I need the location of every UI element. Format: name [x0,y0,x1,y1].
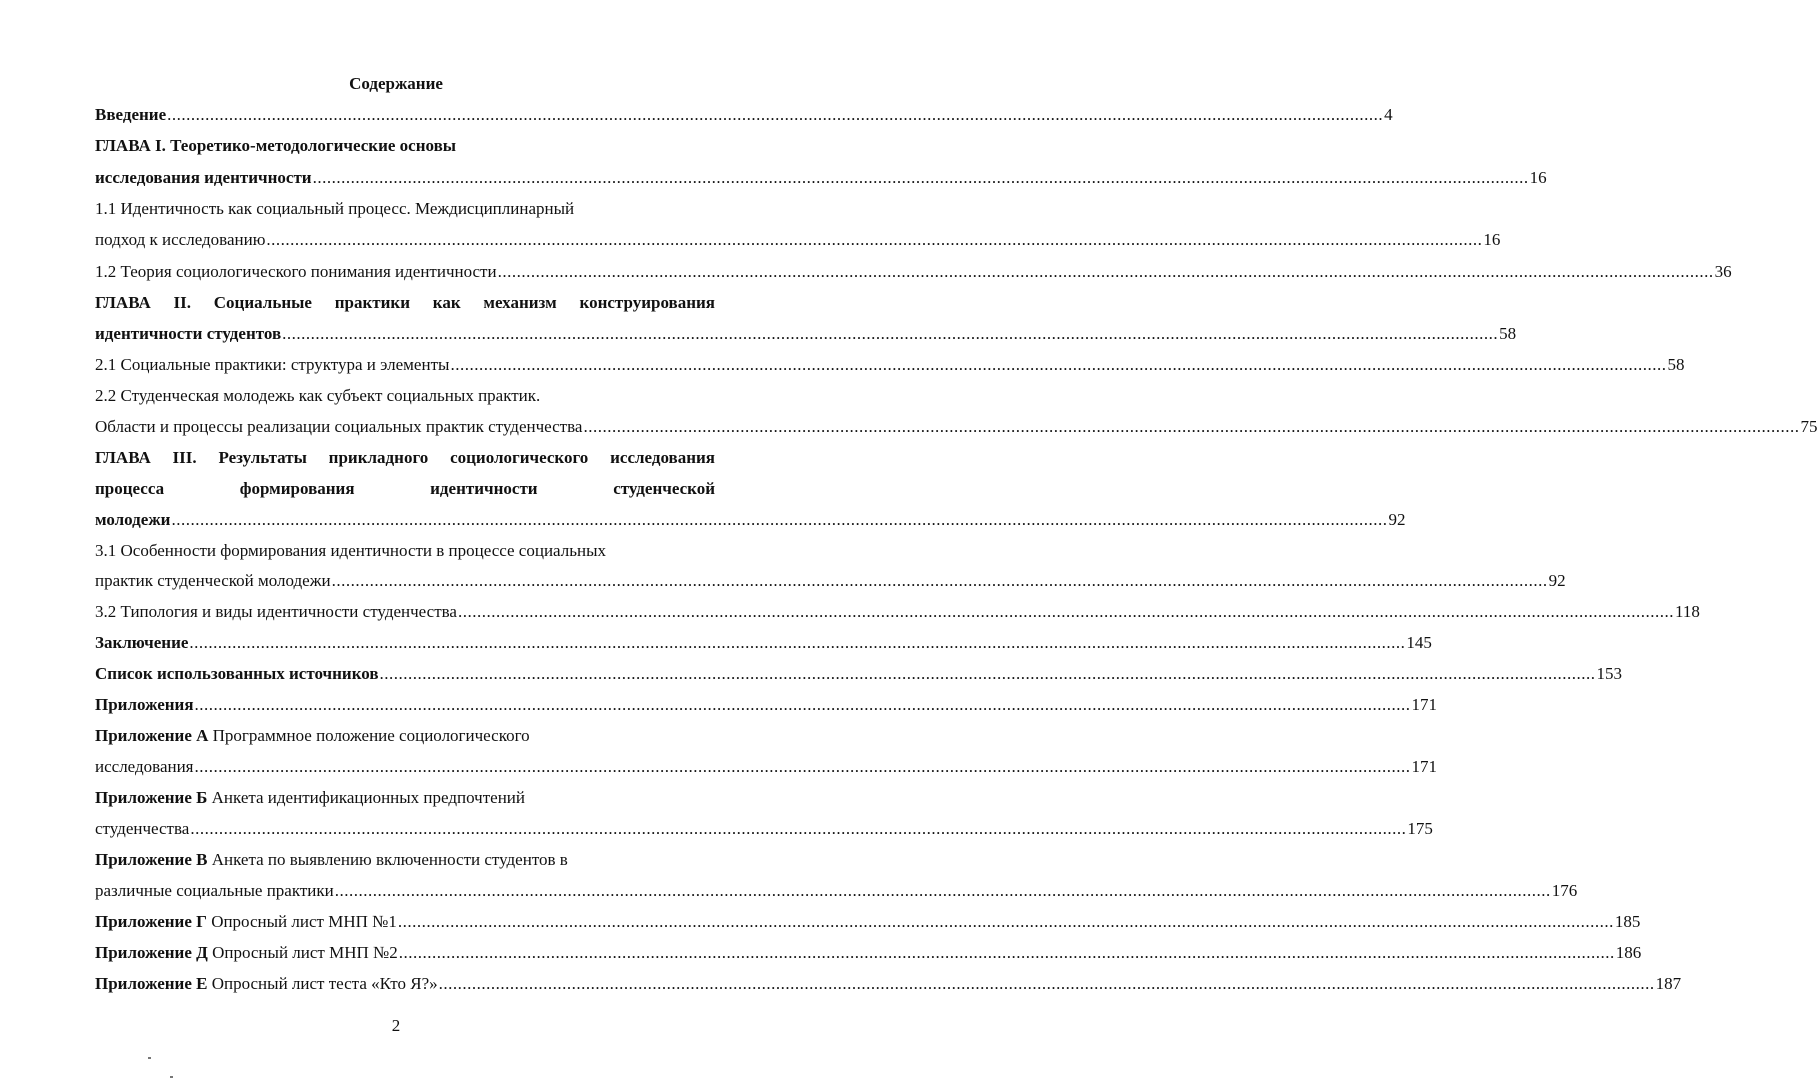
toc-page-number: 176 [1551,881,1578,900]
toc-page-number: 118 [1674,602,1700,621]
toc-page-number: 171 [1411,695,1438,714]
dot-leader: ................................................................................................................................................................................................................................................................ [398,943,1615,962]
toc-entry-title [95,570,331,592]
toc-entry[interactable] [95,229,1501,251]
toc-page-number: 16 [1483,230,1501,249]
toc-entry-title [95,323,281,345]
toc-entry-bold: молодежи [95,510,171,529]
toc-entry-bold: Приложение Д [95,943,208,962]
dot-leader: ................................................................................................................................................................................................................................................................ [497,262,1714,281]
toc-entry-title [95,725,530,747]
toc-entry-text: исследования [95,757,194,776]
toc-entry[interactable] [95,818,1433,840]
toc-entry[interactable] [95,787,715,809]
toc-entry-title [95,942,398,964]
toc-entry-bold: Приложение В [95,850,208,869]
toc-entry-text: 3.1 Особенности формирования идентичности в процессе социальных [95,541,606,560]
toc-entry-text: Опросный лист МНП №1 [206,912,397,931]
page-number: 2 [391,1016,401,1035]
toc-entry-text: Области и процессы реализации социальных практик студенчества [95,417,583,436]
toc-entry-text: 1.2 Теория социологического понимания идентичности [95,262,497,281]
toc-page-number: 92 [1388,510,1406,529]
toc-entry[interactable] [95,725,715,747]
dot-leader: ................................................................................................................................................................................................................................................................ [331,571,1548,590]
toc-entry-text: практик студенческой молодежи [95,571,331,590]
toc-entry[interactable] [95,509,1406,531]
dot-leader: ................................................................................................................................................................................................................................................................ [189,633,1406,652]
toc-entry[interactable] [95,198,715,220]
toc-entry[interactable] [95,261,1732,283]
toc-entry-title [95,540,606,562]
toc-entry-bold: Введение [95,105,167,124]
dot-leader: ................................................................................................................................................................................................................................................................ [171,510,1388,529]
toc-entry[interactable] [95,911,1641,933]
toc-page-number: 58 [1667,355,1685,374]
toc-entry-text: Анкета по выявлению включенности студентов в [207,850,568,869]
toc-entry-title [95,911,397,933]
toc-entry[interactable] [95,167,1547,189]
scan-speck [148,1057,151,1059]
toc-entry-title [95,663,379,685]
toc-word: формирования [239,479,355,498]
toc-entry-text: Анкета идентификационных предпочтений [207,788,525,807]
dot-leader: ................................................................................................................................................................................................................................................................ [334,881,1551,900]
toc-entry-title [95,694,194,716]
toc-entry-bold: Список использованных источников [95,664,379,683]
toc-entry-text: 3.2 Типология и виды идентичности студенчества [95,602,457,621]
toc-page-number: 145 [1406,633,1432,652]
toc-entry-title [95,385,540,407]
dot-leader: ................................................................................................................................................................................................................................................................ [282,324,1499,343]
toc-entry[interactable] [95,880,1578,902]
dot-leader: ................................................................................................................................................................................................................................................................ [167,105,1384,124]
toc-entry-bold: идентичности студентов [95,324,282,343]
toc-entry[interactable] [95,385,715,407]
toc-entry-title [95,229,265,251]
toc-entry-bold: Заключение [95,633,189,652]
toc-entry-title [95,818,189,840]
dot-leader: ................................................................................................................................................................................................................................................................ [583,417,1800,436]
dot-leader: ................................................................................................................................................................................................................................................................ [450,355,1667,374]
toc-entry-title [95,135,456,157]
toc-page-number: 153 [1596,664,1623,683]
toc-entry[interactable] [95,570,1566,592]
toc-entry-title [95,632,188,654]
dot-leader: ................................................................................................................................................................................................................................................................ [194,757,1411,776]
toc-entry[interactable] [95,601,1700,623]
toc-entry[interactable]: ГЛАВА II. Социальные практики как механизм конструирования [95,293,715,312]
toc-word: процесса [95,479,165,498]
toc-page-number: 175 [1407,819,1433,838]
scan-speck [170,1076,173,1078]
toc-entry[interactable] [95,323,1517,345]
toc-page-number: 36 [1714,262,1732,281]
dot-leader: ................................................................................................................................................................................................................................................................ [397,912,1614,931]
toc-entry[interactable] [95,849,715,871]
toc-entry[interactable] [95,632,1432,654]
toc-entry-text: 2.1 Социальные практики: структура и элементы [95,355,450,374]
toc-entry-bold: Приложение Е [95,974,208,993]
toc-entry-bold: Приложения [95,695,194,714]
toc-entry-title [95,601,457,623]
toc-entry-title [95,104,166,126]
toc-entry-title [95,198,574,220]
toc-page-number: 171 [1411,757,1438,776]
toc-entry[interactable] [95,540,715,562]
toc-page-number: 92 [1548,571,1566,590]
toc-entry-text: Программное положение социологического [208,726,530,745]
dot-leader: ................................................................................................................................................................................................................................................................ [194,695,1411,714]
toc-entry-title [95,167,312,189]
toc-entry-title [95,849,568,871]
toc-entry[interactable] [95,104,1393,126]
toc-entry-bold: Приложение А [95,726,209,745]
toc-entry-title [95,973,438,995]
toc-page-number: 186 [1615,943,1642,962]
dot-leader: ................................................................................................................................................................................................................................................................ [190,819,1407,838]
toc-entry-text: Опросный лист МНП №2 [207,943,398,962]
toc-entry-text: студенчества [95,819,190,838]
toc-entry-text: Опросный лист теста «Кто Я?» [207,974,438,993]
toc-entry-title [95,787,525,809]
toc-entry-bold: ГЛАВА I. Теоретико-методологические основы [95,136,457,155]
toc-page-number: 4 [1384,105,1393,124]
toc-entry[interactable] [95,416,1817,438]
toc-entry-title [95,416,582,438]
toc-entry[interactable] [95,663,1623,685]
toc-entry[interactable] [95,973,1682,995]
toc-entry-title [95,756,194,778]
toc-entry[interactable] [95,694,1438,716]
toc-entry[interactable] [95,756,1438,778]
page-title: Содержание [349,74,443,93]
toc-entry[interactable] [95,478,715,500]
dot-leader: ................................................................................................................................................................................................................................................................ [312,168,1529,187]
toc-entry-text: 2.2 Студенческая молодежь как субъект социальных практик. [95,386,541,405]
dot-leader: ................................................................................................................................................................................................................................................................ [438,974,1655,993]
toc-page-number: 185 [1614,912,1641,931]
toc-entry[interactable] [95,942,1642,964]
toc-entry-title [95,354,449,376]
toc-entry[interactable]: ГЛАВА III. Результаты прикладного социологического исследования [95,448,715,467]
dot-leader: ................................................................................................................................................................................................................................................................ [266,230,1483,249]
toc-word: идентичности [430,479,538,498]
toc-entry[interactable] [95,135,715,157]
toc-page-number: 187 [1655,974,1682,993]
toc-entry-title [95,261,497,283]
dot-leader: ................................................................................................................................................................................................................................................................ [457,602,1674,621]
toc-entry-text: различные социальные практики [95,881,334,900]
toc-entry-title [95,509,170,531]
toc-page-number: 16 [1529,168,1547,187]
toc-entry-bold: Приложение Б [95,788,208,807]
toc-entry-bold: Приложение Г [95,912,207,931]
toc-entry-text: подход к исследованию [95,230,266,249]
toc-entry[interactable] [95,354,1685,376]
toc-entry-title [95,880,334,902]
toc-entry-text: 1.1 Идентичность как социальный процесс. Междисциплинарный [95,199,575,218]
toc-page-number: 75 [1800,417,1817,436]
toc-word: студенческой [613,479,715,498]
toc-entry-bold: исследования идентичности [95,168,312,187]
toc-page-number: 58 [1499,324,1517,343]
dot-leader: ................................................................................................................................................................................................................................................................ [379,664,1596,683]
